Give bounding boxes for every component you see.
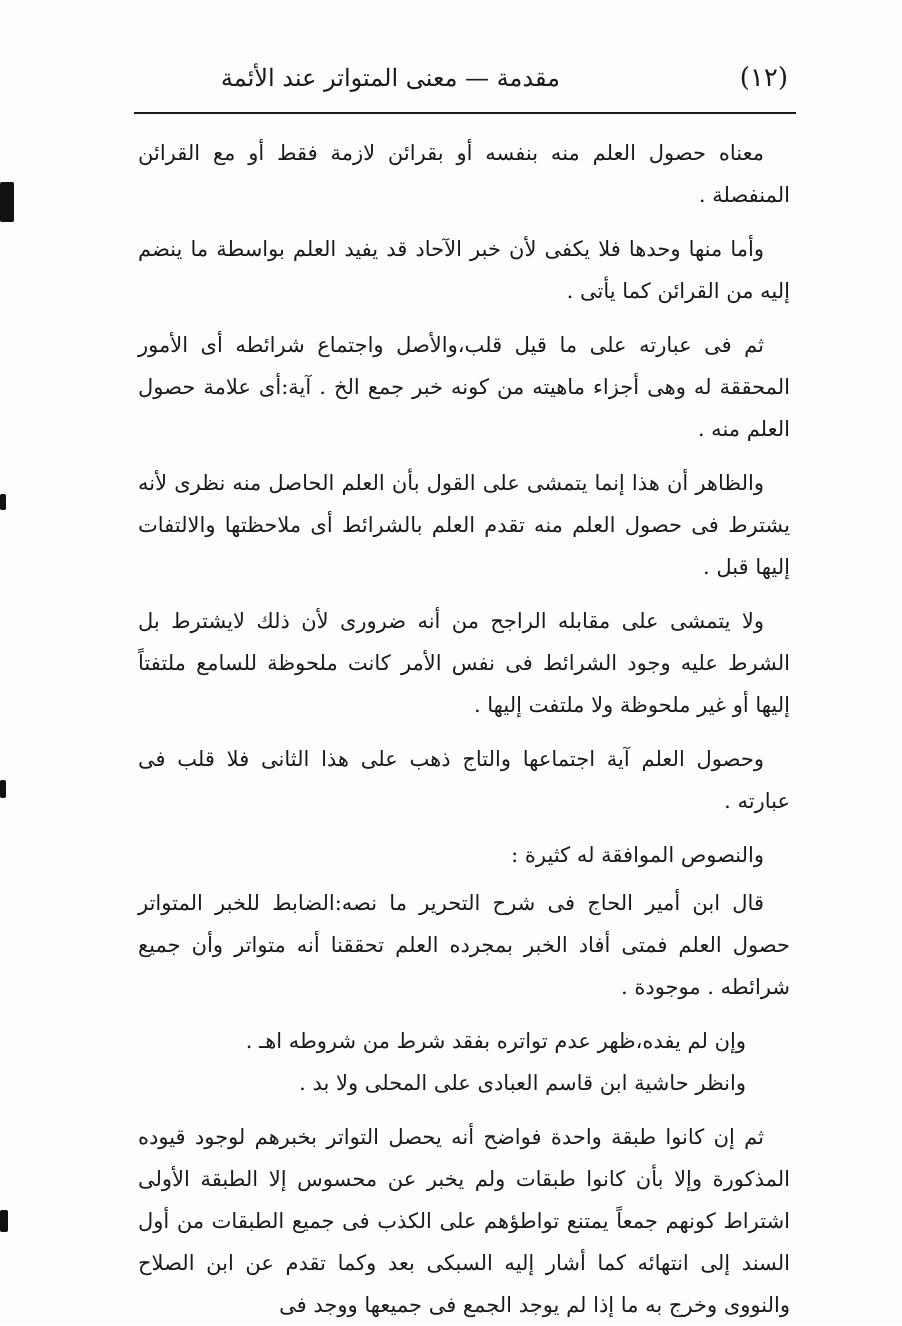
scan-edge-mark bbox=[0, 182, 14, 222]
running-title: مقدمة — معنى المتواتر عند الأئمة bbox=[220, 64, 560, 92]
body-text bbox=[138, 132, 790, 1326]
page-number: (١٢) bbox=[739, 63, 788, 93]
paragraph-3: ثم فى عبارته على ما قيل قلب،والأصل واجتماع شرائطه أى الأمور المحققة له وهى أجزاء ماهيته من كونه خبر جمع الخ . آية:أى علامة حصول العلم منه . bbox=[138, 333, 790, 441]
paragraph-5: ولا يتمشى على مقابله الراجح من أنه ضرورى لأن ذلك لايشترط بل الشرط عليه وجود الشرائط فى نفس الأمر كانت ملحوظة للسامع ملتفتاً إليها أو غير ملحوظة ولا ملتفت إليها . bbox=[138, 609, 790, 717]
paragraph-6: وحصول العلم آية اجتماعها والتاج ذهب على هذا الثانى فلا قلب فى عبارته . bbox=[138, 747, 790, 813]
paragraph-2: وأما منها وحدها فلا يكفى لأن خبر الآحاد قد يفيد العلم بواسطة ما ينضم إليه من القرائن كما يأتى . bbox=[138, 237, 790, 303]
paragraph-final: ثم إن كانوا طبقة واحدة فواضح أنه يحصل التواتر بخبرهم لوجود قيوده المذكورة وإلا بأن كانوا طبقات ولم يخبر عن محسوس إلا الطبقة الأولى اشتراط كونهم جمعاً يمتنع تواطؤهم على الكذب فى جميع الطبقات من أول السند إلى انتهائه كما أشار إليه السبكى بعد وكما تقدم عن ابن الصلاح والنووى وخرج به ما إذا لم يوجد الجمع فى جميعها ووجد فى bbox=[138, 1125, 790, 1317]
scan-edge-mark bbox=[0, 1210, 8, 1232]
quote-continuation: وإن لم يفده،ظهر عدم تواتره بفقد شرط من شروطه اهـ . bbox=[245, 1029, 746, 1053]
scan-edge-mark bbox=[0, 494, 6, 510]
reference-note: وانظر حاشية ابن قاسم العبادى على المحلى ولا بد . bbox=[299, 1071, 746, 1095]
scan-edge-mark bbox=[0, 780, 6, 798]
header-rule bbox=[134, 112, 796, 114]
paragraph-4: والظاهر أن هذا إنما يتمشى على القول بأن العلم الحاصل منه نظرى لأنه يشترط فى حصول العلم منه تقدم العلم بالشرائط أى ملاحظتها والالتفات إليها قبل . bbox=[138, 471, 790, 579]
quote-paragraph: قال ابن أمير الحاج فى شرح التحرير ما نصه:الضابط للخبر المتواتر حصول العلم فمتى أفاد الخبر بمجرده العلم تحققنا أنه متواتر وأن جميع شرائطه . موجودة . bbox=[138, 891, 790, 999]
page-header bbox=[134, 58, 794, 98]
paragraph-1: معناه حصول العلم منه بنفسه أو بقرائن لازمة فقط أو مع القرائن المنفصلة . bbox=[138, 141, 790, 207]
paragraph-7: والنصوص الموافقة له كثيرة : bbox=[511, 843, 764, 867]
